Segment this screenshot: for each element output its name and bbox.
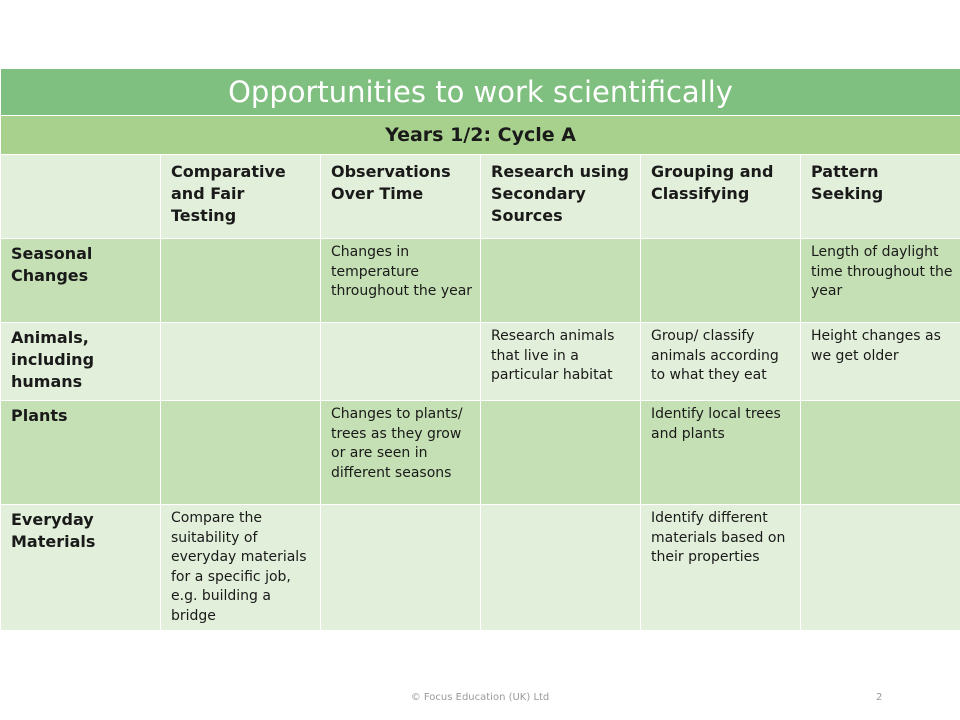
row-label: Everyday Materials [1,505,161,631]
table-cell [161,401,321,505]
column-header-research: Research using Secondary Sources [481,155,641,239]
row-label: Plants [1,401,161,505]
table-cell [481,239,641,323]
table-cell [321,505,481,631]
table-cell [321,323,481,401]
table-cell: Length of daylight time throughout the year [801,239,960,323]
table-cell: Identify different materials based on their properties [641,505,801,631]
table-cell: Research animals that live in a particular habitat [481,323,641,401]
page-number: 2 [876,692,883,703]
table-subtitle: Years 1/2: Cycle A [1,116,960,155]
table-cell: Changes to plants/ trees as they grow or are seen in different seasons [321,401,481,505]
table-cell [481,401,641,505]
table-row [1,323,960,401]
column-header-comparative: Comparative and Fair Testing [161,155,321,239]
table-cell: Height changes as we get older [801,323,960,401]
table-cell [641,239,801,323]
column-header-pattern: Pattern Seeking [801,155,960,239]
table-cell [801,401,960,505]
science-opportunities-table [0,68,960,631]
table-cell: Changes in temperature throughout the year [321,239,481,323]
row-label: Animals, including humans [1,323,161,401]
table-row [1,239,960,323]
table-cell: Group/ classify animals according to what they eat [641,323,801,401]
column-header-grouping: Grouping and Classifying [641,155,801,239]
table-cell: Identify local trees and plants [641,401,801,505]
column-header-empty [1,155,161,239]
table-cell: Compare the suitability of everyday materials for a specific job, e.g. building a bridge [161,505,321,631]
page-title: Opportunities to work scientifically [1,69,960,116]
table-cell [161,239,321,323]
table-cell [801,505,960,631]
table-row [1,401,960,505]
column-header-observations: Observations Over Time [321,155,481,239]
table-cell [481,505,641,631]
table-row [1,505,960,631]
table-cell [161,323,321,401]
row-label: Seasonal Changes [1,239,161,323]
footer-copyright: © Focus Education (UK) Ltd [410,692,550,703]
